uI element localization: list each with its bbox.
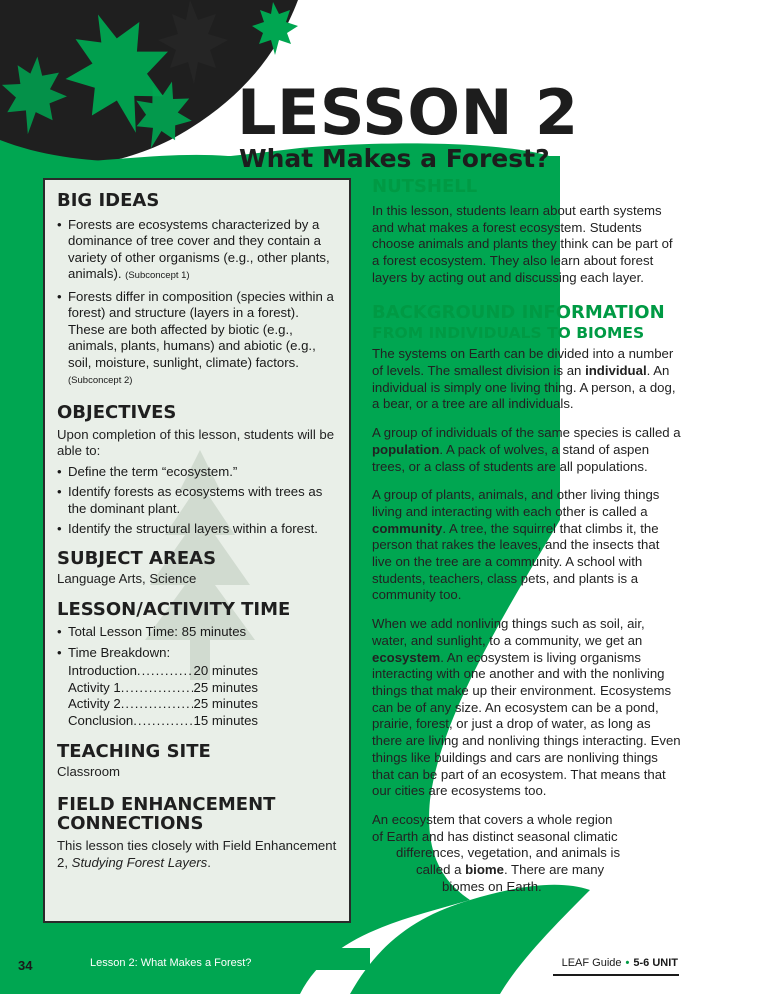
big-ideas-list: [57, 217, 337, 390]
time-breakdown-table: [68, 663, 337, 729]
time-row: Introduction ..... 20 minutes: [68, 663, 258, 680]
list-item: • Identify the structural layers within a forest.: [57, 521, 337, 538]
activity-time-list: [57, 624, 337, 661]
teaching-site-text: Classroom: [57, 763, 121, 779]
field-enhancement-text: This lesson ties closely with Field Enhancement 2, Studying Forest Layers.: [57, 838, 337, 870]
subject-areas-text: Language Arts, Science: [57, 570, 197, 586]
nutshell-text: In this lesson, students learn about earth systems and what makes a forest ecosystem. Students choose animals and plants they think can be part of a forest ecosystem. They also learn about forest layers by acting out and discussing each layer.: [372, 202, 673, 285]
paragraph-biome: An ecosystem that covers a whole region of Earth and has distinct seasonal climatic differences, vegetation, and animals is called a biome. There are many biomes on Earth.: [372, 811, 621, 894]
paragraph-population: A group of individuals of the same species is called a population. A pack of wolves, a stand of aspen trees, or a class of students are all populations.: [372, 425, 681, 474]
total-time: • Total Lesson Time: 85 minutes: [57, 624, 337, 641]
paragraph-individual: The systems on Earth can be divided into a number of levels. The smallest division is an individual. An individual is simply one living thing. A person, a dog, a bear, or a tree are all individuals.: [372, 346, 676, 412]
activity-time-heading: LESSON/ACTIVITY TIME: [57, 599, 291, 621]
lesson-overview-panel: [43, 178, 351, 923]
list-item: • Forests differ in composition (species within a forest) and structure (layers in a forest). These are both affected by biotic (e.g., animals, plants, humans) and abiotic (e.g., soil, moisture, sunlight, climate) factors. (Subconcept 2): [57, 289, 337, 390]
teaching-site-heading: TEACHING SITE: [57, 741, 211, 763]
nutshell-heading: NUTSHELL: [372, 176, 478, 197]
lesson-subtitle: What Makes a Forest?: [239, 144, 550, 173]
time-row: Activity 2 ..... 25 minutes: [68, 696, 258, 713]
lesson-title: LESSON 2: [237, 76, 579, 149]
title-block: [237, 76, 579, 173]
page-number: 34: [18, 958, 33, 973]
breakdown-label: • Time Breakdown:: [57, 645, 337, 662]
list-item: • Identify forests as ecosystems with trees as the dominant plant.: [57, 484, 337, 517]
background-heading: BACKGROUND INFORMATION: [372, 302, 665, 324]
footer-lesson-label: Lesson 2: What Makes a Forest?: [90, 957, 252, 969]
objectives-heading: OBJECTIVES: [57, 401, 177, 423]
field-enhancement-heading: FIELD ENHANCEMENT CONNECTIONS: [57, 794, 276, 835]
time-row: Activity 1 ..... 25 minutes: [68, 680, 258, 697]
paragraph-ecosystem: When we add nonliving things such as soil, air, water, and sunlight, to a community, we get an ecosystem. An ecosystem is living organisms interacting with one another and with the nonliving things that make up their environment. Ecosystems can be of any size. An ecosystem can be a pond, prairie, forest, or just a drop of water, as long as there are living and nonliving things interacting. Even things like buildings and cars are nonliving things that can be part of an ecosystem. That means that our cities are ecosystems too.: [372, 616, 681, 799]
paragraph-community: A group of plants, animals, and other living things living and interacting with each other is called a community. A tree, the squirrel that climbs it, the person that rakes the leaves, and the insects that live on the tree are a community. A school with students, teachers, class pets, and plants is a community too.: [372, 487, 660, 603]
objectives-list: [57, 464, 337, 538]
list-item: • Forests are ecosystems characterized by a dominance of tree cover and they contain a variety of other organisms (e.g., other plants, animals). (Subconcept 1): [57, 217, 337, 285]
big-ideas-heading: BIG IDEAS: [57, 190, 160, 211]
footer-guide-label: LEAF Guide • 5-6 UNIT: [561, 957, 678, 969]
objectives-intro: Upon completion of this lesson, students will be able to:: [57, 426, 335, 459]
subject-areas-heading: SUBJECT AREAS: [57, 547, 217, 569]
background-subheading: FROM INDIVIDUALS TO BIOMES: [372, 324, 645, 343]
list-item: • Define the term “ecosystem.”: [57, 464, 337, 481]
bullet-dot-icon: •: [625, 957, 630, 969]
footer-rule: [553, 974, 679, 976]
main-content-column: [372, 178, 682, 907]
time-row: Conclusion ..... 15 minutes: [68, 713, 258, 730]
